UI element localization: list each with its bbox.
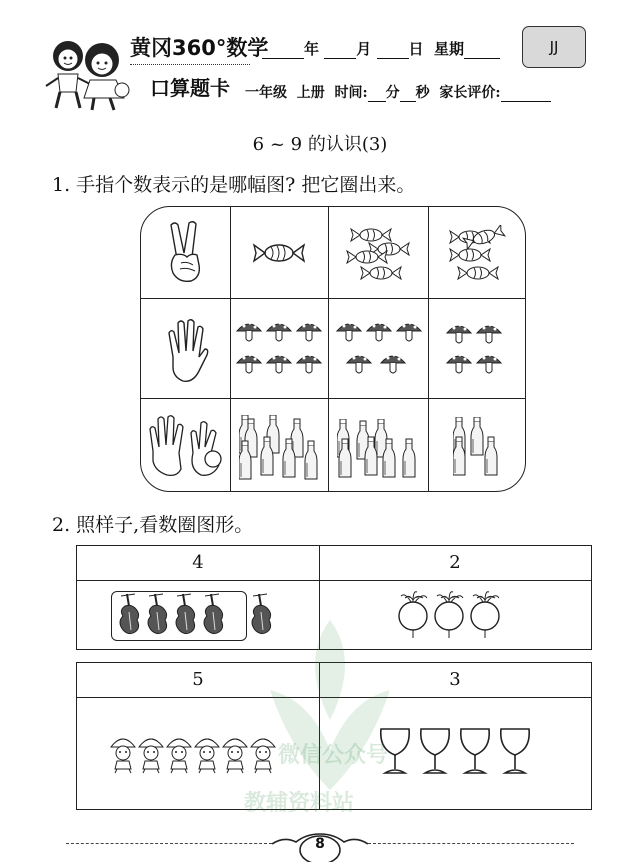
question-2-prompt: 2. 照样子,看数圈图形。 — [52, 514, 254, 536]
question-1-table — [140, 206, 526, 492]
month-label: 月 — [356, 40, 372, 58]
candy-icon — [251, 241, 307, 265]
question-1-prompt: 1. 手指个数表示的是哪幅图? 把它圈出来。 — [52, 174, 416, 196]
seconds-blank[interactable] — [400, 89, 416, 102]
day-label: 日 — [408, 40, 424, 58]
milk-bottle-group-6 — [337, 419, 419, 481]
milk-bottle-group-7 — [239, 415, 321, 481]
watermark-leaf-icon — [230, 600, 430, 810]
weekday-blank[interactable] — [464, 44, 500, 59]
radish-number: 2 — [449, 552, 461, 573]
card-title: 口算题卡 — [150, 76, 230, 100]
lesson-title: 6 ~ 9 的认识(3) — [252, 134, 388, 155]
example-number: 4 — [192, 552, 204, 573]
seconds-label: 秒 — [415, 85, 430, 101]
weekday-label: 星期 — [433, 40, 464, 58]
candy-group-3 — [446, 225, 508, 283]
footer-divider-left — [66, 843, 272, 844]
watermark-line-2: 教辅资料站 — [244, 791, 355, 816]
term-label: 上册 — [296, 85, 325, 101]
brand-title: 黄冈360°数学 — [130, 36, 269, 60]
month-blank[interactable] — [324, 44, 356, 59]
watermark-line-1: 微信公众号 — [278, 743, 389, 768]
mushroom-group-6b — [335, 317, 425, 383]
milk-bottle-group-3 — [453, 417, 501, 479]
code-badge: JJ — [522, 26, 586, 68]
two-fingers-icon — [163, 219, 209, 285]
date-row — [262, 38, 500, 59]
year-blank[interactable] — [262, 44, 304, 59]
kids-illustration — [40, 34, 135, 114]
meta-row — [245, 82, 551, 102]
glass-number: 3 — [449, 669, 461, 690]
brand-divider — [130, 64, 250, 65]
eight-fingers-icon — [147, 413, 227, 479]
day-blank[interactable] — [377, 44, 409, 59]
parent-label: 家长评价: — [439, 85, 501, 101]
kid-number: 5 — [192, 669, 204, 690]
candy-group-4 — [341, 223, 417, 285]
mushroom-group-6 — [235, 317, 325, 383]
parent-blank[interactable] — [501, 89, 551, 102]
year-label: 年 — [304, 40, 320, 58]
footer-divider-right — [368, 843, 574, 844]
minutes-blank[interactable] — [368, 89, 386, 102]
grade-label: 一年级 — [245, 85, 287, 101]
minutes-label: 分 — [385, 85, 400, 101]
time-label: 时间: — [334, 85, 368, 101]
five-fingers-icon — [165, 317, 209, 385]
page-number: 8 — [315, 836, 325, 852]
mushroom-group-4 — [445, 319, 505, 381]
